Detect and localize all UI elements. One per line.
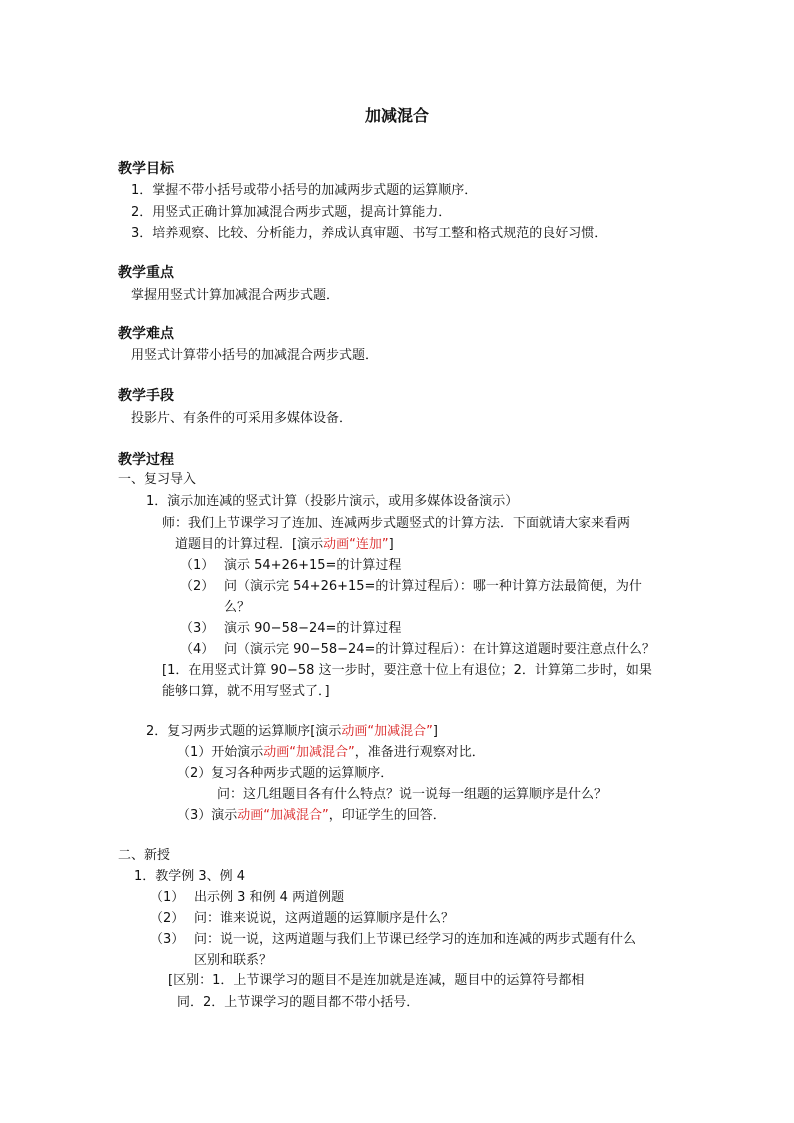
objective-item: 1．掌握不带小括号或带小括号的加减两步式题的运算顺序． [131,183,478,198]
p2-item-3-num: （3） [150,932,185,947]
p1s2-item-1-pre: （1）开始演示 [177,745,264,760]
p1-item-2 [180,577,642,597]
part1-s2-title-post: ] [432,724,438,739]
p2-item-1-num: （1） [150,890,185,905]
part1-title: 一、复习导入 [118,472,197,487]
p2-item-2 [150,909,454,929]
p2-item-1-text: 出示例 3 和例 4 两道例题 [194,890,345,905]
key-points-text: 掌握用竖式计算加减混合两步式题． [131,288,340,303]
p1-item-1 [180,556,401,576]
p1s2-item-1 [177,743,485,763]
part1-s2-title-pre: 2．复习两步式题的运算顺序[演示 [146,724,342,739]
p2-item-2-num: （2） [150,911,185,926]
difficulties-text: 用竖式计算带小括号的加减混合两步式题． [131,348,379,363]
means-heading: 教学手段 [118,388,174,404]
p1s2-item-1-post: ，准备进行观察对比． [354,745,485,760]
process-heading: 教学过程 [118,452,174,468]
animation-link-jiajianhunhe: 动画“加减混合” [237,808,329,823]
p1s2-item-2-question: 问：这几组题目各有什么特点？说一说每一组题的运算顺序是什么？ [217,787,608,802]
part1-s2-title [146,722,438,742]
objective-item: 2．用竖式正确计算加减混合两步式题，提高计算能力． [131,205,452,220]
teacher-line-2-post: ] [388,537,394,552]
p1s2-item-3-post: ，印证学生的回答． [328,808,446,823]
p2-item-3-text: 问：说一说，这两道题与我们上节课已经学习的连加和连减的两步式题有什么 [194,932,637,947]
p1-item-2-num: （2） [180,579,215,594]
part2-s1-title: 1．教学例 3、例 4 [134,869,246,884]
p1-item-4-text: 问（演示完 90−58−24=的计算过程后）：在计算这道题时要注意点什么？ [224,642,655,657]
p2-item-2-text: 问：谁来说说，这两道题的运算顺序是什么？ [194,911,455,926]
means-text: 投影片、有条件的可采用多媒体设备． [131,411,353,426]
objective-item: 3．培养观察、比较、分析能力，养成认真审题、书写工整和格式规范的良好习惯． [131,226,608,241]
p2-item-1 [150,888,344,908]
p1-item-2-text: 问（演示完 54+26+15=的计算过程后）：哪一种计算方法最简便，为什 [224,579,642,594]
p1-item-3-text: 演示 90−58−24=的计算过程 [224,621,402,636]
p1s2-item-3-pre: （3）演示 [177,808,238,823]
p1-item-4-num: （4） [180,642,215,657]
teacher-line-2 [175,535,394,555]
p1-item-2-cont: 么？ [224,600,251,615]
p1s2-item-2: （2）复习各种两步式题的运算顺序． [177,766,394,781]
difficulties-heading: 教学难点 [118,326,174,342]
p2-note-1: [区别：1．上节课学习的题目不是连加就是连减，题目中的运算符号都相 [168,973,585,988]
p2-item-3 [150,930,636,950]
p1-note-1: [1．在用竖式计算 90−58 这一步时，要注意十位上有退位；2．计算第二步时，如果 [162,663,652,678]
p1-item-1-text: 演示 54+26+15=的计算过程 [224,558,402,573]
key-points-heading: 教学重点 [118,265,174,281]
page-title: 加减混合 [364,106,429,125]
p1-item-3-num: （3） [180,621,215,636]
p1-item-1-num: （1） [180,558,215,573]
animation-link-jiajianhunhe: 动画“加减混合” [263,745,355,760]
p1-note-2: 能够口算，就不用写竖式了．] [162,684,330,699]
p2-item-3-cont: 区别和联系？ [194,953,273,968]
animation-link-lianjia: 动画“连加” [323,537,389,552]
part2-title: 二、新授 [118,848,171,863]
animation-link-jiajianhunhe: 动画“加减混合” [341,724,433,739]
p1-item-3 [180,619,401,639]
p1-item-4 [180,640,655,660]
part1-s1-title: 1．演示加连减的竖式计算（投影片演示，或用多媒体设备演示） [146,494,519,509]
teacher-line-1: 师：我们上节课学习了连加、连减两步式题竖式的计算方法．下面就请大家来看两 [162,516,631,531]
p1s2-item-3 [177,806,446,826]
p2-note-2: 同．2．上节课学习的题目都不带小括号． [177,995,420,1010]
objectives-heading: 教学目标 [118,161,174,177]
teacher-line-2-pre: 道题目的计算过程．[演示 [175,537,324,552]
